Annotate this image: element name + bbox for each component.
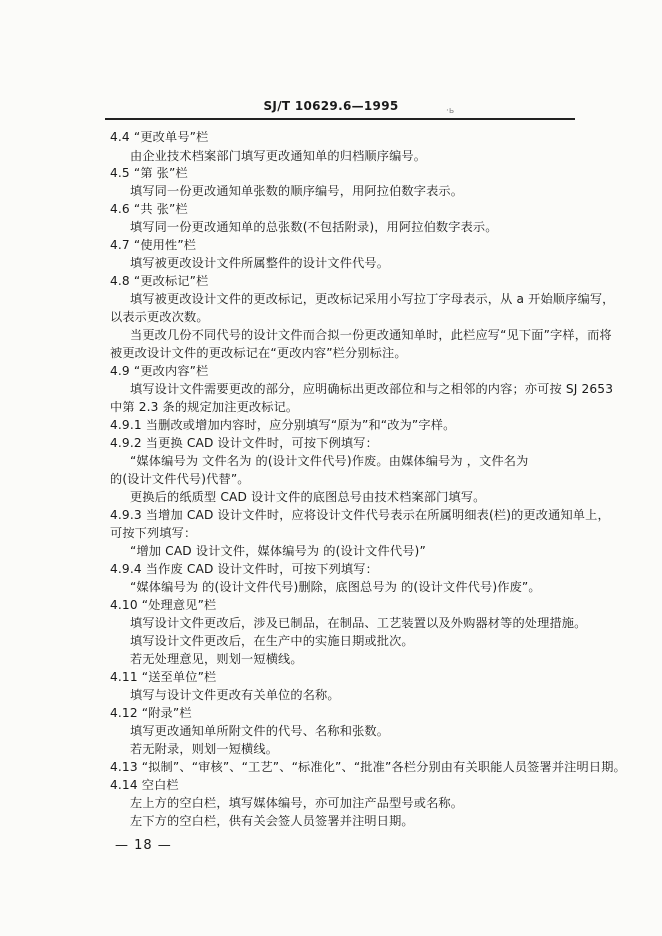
section-heading-4-7: 4.7 “使用性”栏 (110, 238, 197, 252)
paragraph-line: “媒体编号为 文件名为 的(设计文件代号)作废。由媒体编号为 ，文件名为 (130, 454, 529, 468)
section-heading-4-14: 4.14 空白栏 (110, 778, 179, 792)
section-heading-4-13: 4.13 “拟制”、“审核”、“工艺”、“标准化”、“批准”各栏分别由有关职能人员签署并注明日期。 (110, 760, 626, 774)
paragraph-line: 可按下列填写： (110, 526, 197, 540)
scan-mark: ·ь (446, 106, 455, 116)
section-heading-4-12: 4.12 “附录”栏 (110, 706, 192, 720)
paragraph-line: 填写与设计文件更改有关单位的名称。 (130, 688, 340, 702)
paragraph-line: 填写设计文件更改后，涉及已制品，在制品、工艺装置以及外购器材等的处理措施。 (130, 616, 587, 630)
paragraph-line: 填写设计文件更改后，在生产中的实施日期或批次。 (130, 634, 414, 648)
paragraph-line: 填写同一份更改通知单张数的顺序编号，用阿拉伯数字表示。 (130, 184, 464, 198)
section-heading-4-9-4: 4.9.4 当作废 CAD 设计文件时，可按下列填写： (110, 562, 378, 576)
paragraph-line: 左上方的空白栏，填写媒体编号，亦可加注产品型号或名称。 (130, 796, 464, 810)
section-heading-4-10: 4.10 “处理意见”栏 (110, 598, 217, 612)
section-heading-4-6: 4.6 “共 张”栏 (110, 202, 188, 216)
paragraph-line: 由企业技术档案部门填写更改通知单的归档顺序编号。 (130, 149, 427, 163)
paragraph-line: 左下方的空白栏，供有关会签人员签署并注明日期。 (130, 814, 414, 828)
paragraph-line: 被更改设计文件的更改标记在“更改内容”栏分别标注。 (110, 346, 407, 360)
standard-code-header: SJ/T 10629.6—1995 (263, 99, 399, 113)
paragraph-line: 填写被更改设计文件的更改标记，更改标记采用小写拉丁字母表示，从 a 开始顺序编写， (130, 292, 615, 306)
paragraph-line: 填写更改通知单所附文件的代号、名称和张数。 (130, 724, 390, 738)
section-heading-4-5: 4.5 “第 张”栏 (110, 166, 188, 180)
paragraph-line: “媒体编号为 的(设计文件代号)删除，底图总号为 的(设计文件代号)作废”。 (130, 580, 541, 594)
section-heading-4-8: 4.8 “更改标记”栏 (110, 274, 209, 288)
paragraph-line: 当更改几份不同代号的设计文件而合拟一份更改通知单时，此栏应写“见下面”字样，而将 (130, 328, 612, 342)
section-heading-4-9-1: 4.9.1 当删改或增加内容时，应分别填写“原为”和“改为”字样。 (110, 418, 456, 432)
paragraph-line: 更换后的纸质型 CAD 设计文件的底图总号由技术档案部门填写。 (130, 490, 486, 504)
section-heading-4-11: 4.11 “送至单位”栏 (110, 670, 217, 684)
section-heading-4-9: 4.9 “更改内容”栏 (110, 364, 209, 378)
section-heading-4-4: 4.4 “更改单号”栏 (110, 130, 209, 144)
page-number: — 18 — (115, 838, 172, 853)
paragraph-line: 填写同一份更改通知单的总张数(不包括附录)，用阿拉伯数字表示。 (130, 220, 498, 234)
paragraph-line: 若无处理意见，则划一短横线。 (130, 652, 303, 666)
paragraph-line: 以表示更改次数。 (110, 310, 209, 324)
paragraph-line: 填写被更改设计文件所属整件的设计文件代号。 (130, 256, 390, 270)
paragraph-line: “增加 CAD 设计文件，媒体编号为 的(设计文件代号)” (130, 544, 426, 558)
paragraph-line: 填写设计文件需要更改的部分，应明确标出更改部位和与之相邻的内容；亦可按 SJ 2653 (130, 382, 614, 396)
section-heading-4-9-3: 4.9.3 当增加 CAD 设计文件时，应将设计文件代号表示在所属明细表(栏)的更改通知单上， (110, 508, 610, 522)
paragraph-line: 若无附录，则划一短横线。 (130, 742, 279, 756)
paragraph-line: 中第 2.3 条的规定加注更改标记。 (110, 400, 299, 414)
header-rule (105, 118, 575, 120)
paragraph-line: 的(设计文件代号)代替”。 (110, 472, 250, 486)
section-heading-4-9-2: 4.9.2 当更换 CAD 设计文件时，可按下例填写： (110, 436, 378, 450)
